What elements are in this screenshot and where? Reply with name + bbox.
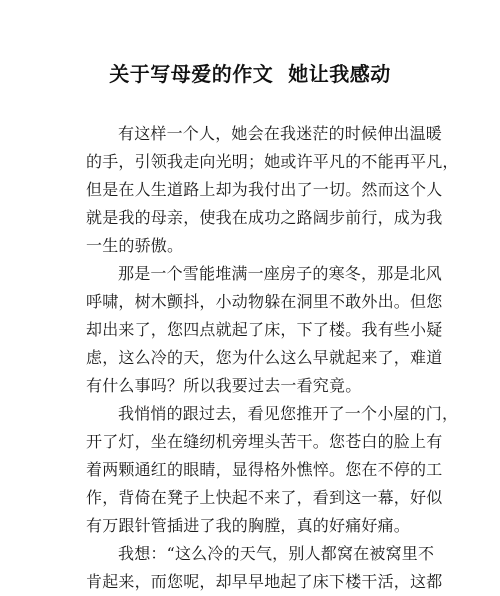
text-line: 一生的骄傲。: [86, 236, 184, 255]
text-line: 就是我的母亲，使我在成功之路阔步前行，成为我: [86, 208, 443, 227]
text-line: 有万跟针管插进了我的胸膛，真的好痛好痛。: [86, 516, 411, 535]
article-title: 关于写母爱的作文 她让我感动: [109, 62, 391, 86]
text-line: 着两颗通红的眼睛，显得格外憔悴。您在不停的工: [86, 460, 443, 479]
text-line: 有这样一个人，她会在我迷茫的时候伸出温暖: [118, 124, 443, 143]
text-line: 那是一个雪能堆满一座房子的寒冬，那是北风: [118, 264, 443, 283]
text-line: 虑，这么冷的天，您为什么这么早就起来了，难道: [86, 348, 443, 367]
text-line: 开了灯，坐在缝纫机旁埋头苦干。您苍白的脸上有: [86, 432, 443, 451]
text-line: 我悄悄的跟过去，看见您推开了一个小屋的门，: [118, 404, 459, 423]
text-line: 我想：“这么冷的天气，别人都窝在被窝里不: [118, 544, 435, 563]
text-line: 肯起来，而您呢，却早早地起了床下楼干活，这都: [86, 572, 443, 591]
article-body: [86, 120, 459, 596]
text-line: 有什么事吗？所以我要过去一看究竟。: [86, 376, 362, 395]
text-line: 呼啸，树木颤抖，小动物躲在洞里不敢外出。但您: [86, 292, 443, 311]
text-line: 却出来了，您四点就起了床，下了楼。我有些小疑: [86, 320, 443, 339]
text-line: 但是在人生道路上却为我付出了一切。然而这个人: [86, 180, 443, 199]
text-line: 的手，引领我走向光明；她或许平凡的不能再平凡，: [86, 152, 459, 171]
text-line: 作，背倚在凳子上快起不来了，看到这一幕，好似: [86, 488, 443, 507]
